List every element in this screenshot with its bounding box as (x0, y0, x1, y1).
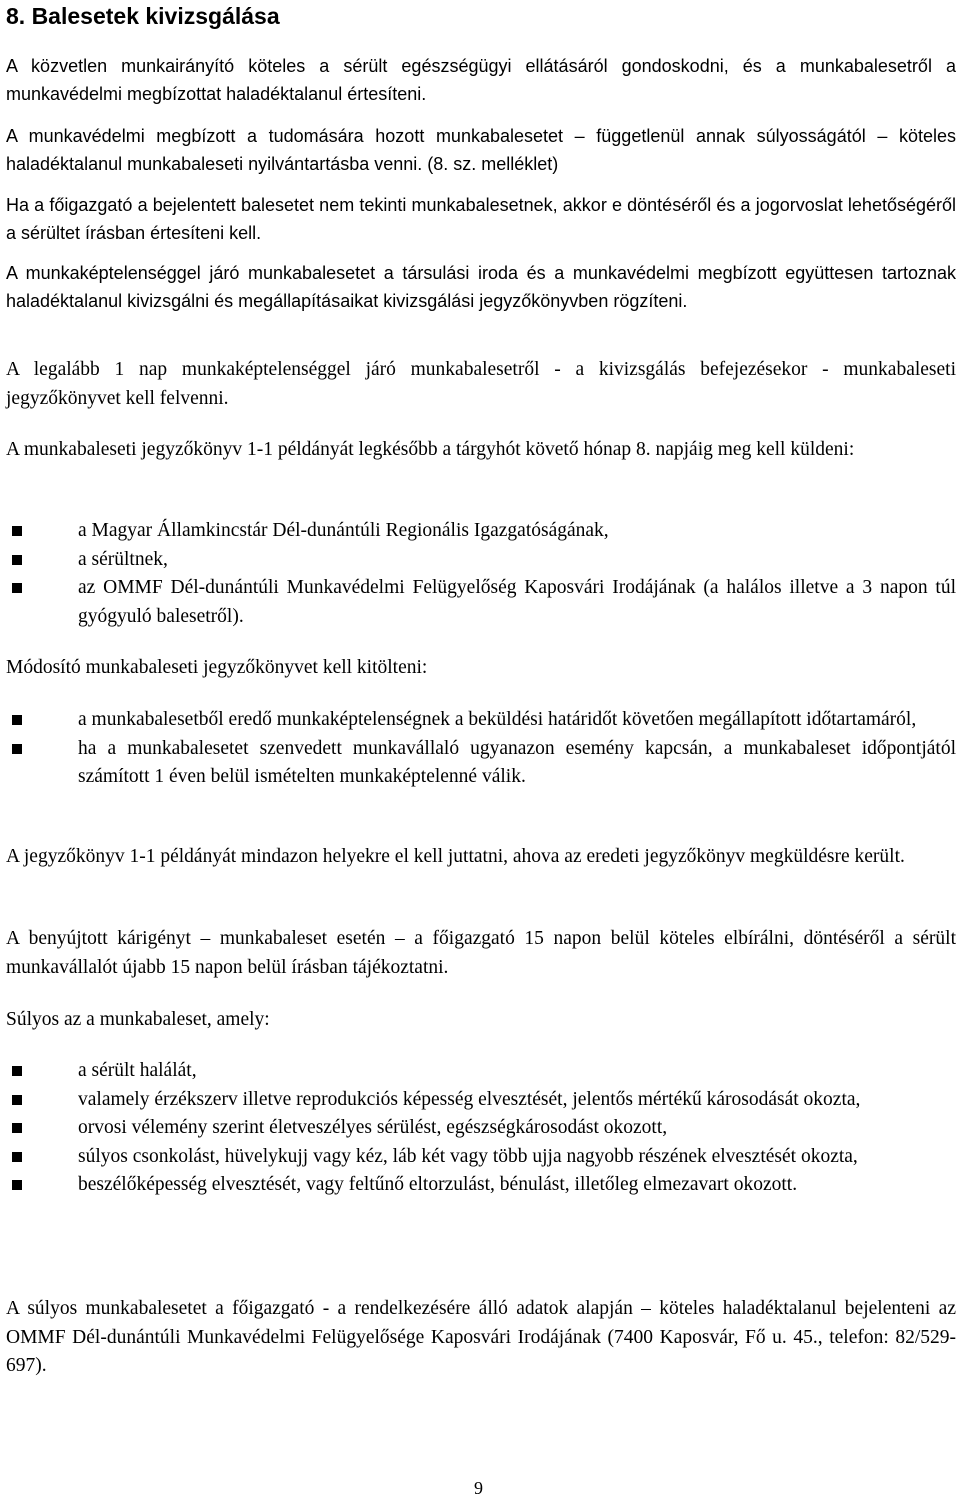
square-bullet-icon (12, 1123, 22, 1133)
paragraph-serious-definition: Súlyos az a munkabaleset, amely: (6, 1009, 270, 1030)
list-item: az OMMF Dél-dunántúli Munkavédelmi Felügyelőség Kaposvári Irodájának (a halálos illetve a 3 napon túl gyógyuló balesetről). (6, 574, 956, 631)
list-item: súlyos csonkolást, hüvelykujj vagy kéz, láb két vagy több ujja nagyobb részének elvesztését okozta, (6, 1143, 956, 1172)
list-item: a sérült halálát, (6, 1057, 956, 1086)
square-bullet-icon (12, 526, 22, 536)
square-bullet-icon (12, 1152, 22, 1162)
paragraph-director-decision: Ha a főigazgató a bejelentett balesetet nem tekinti munkabalesetnek, akkor e döntéséről és a jogorvoslat lehetőségéről a sérültet írásban értesíteni kell. (6, 195, 956, 243)
paragraph-claims: A benyújtott kárigényt – munkabaleset esetén – a főigazgató 15 napon belül köteles elbírálni, döntéséről a sérült munkavállalót újabb 15 napon belül írásban tájékoztatni. (6, 928, 956, 978)
paragraph-investigation: A munkaképtelenséggel járó munkabalesetet a társulási iroda és a munkavédelmi megbízott együttesen tartoznak haladéktalanul kivizsgálni és megállapításaikat kivizsgálási jegyzőkönyvben rögzíteni. (6, 263, 956, 311)
list-item: a sérültnek, (6, 546, 956, 575)
square-bullet-icon (12, 555, 22, 565)
paragraph-first-aid: A közvetlen munkairányító köteles a sérült egészségügyi ellátásáról gondoskodni, és a munkabalesetről a munkavédelmi megbízottat haladéktalanul értesíteni. (6, 56, 956, 104)
paragraph-reporting: A súlyos munkabalesetet a főigazgató - a rendelkezésére álló adatok alapján – köteles haladéktalanul bejelenteni az OMMF Dél-dunántúli Munkavédelmi Felügyelősége Kaposvári Irodájának (7400 Kaposvár, Fő u. 45., telefon: 82/529-697). (6, 1298, 956, 1376)
list-item: a munkabalesetből eredő munkaképtelenségnek a beküldési határidőt követően megállapított időtartamáról, (6, 706, 956, 735)
paragraph-protocol: A legalább 1 nap munkaképtelenséggel járó munkabalesetről - a kivizsgálás befejezésekor - munkabaleseti jegyzőkönyvet kell felvenni. (6, 359, 956, 409)
list-item: orvosi vélemény szerint életveszélyes sérülést, egészségkárosodást okozott, (6, 1114, 956, 1143)
square-bullet-icon (12, 744, 22, 754)
square-bullet-icon (12, 1066, 22, 1076)
list-item: valamely érzékszerv illetve reprodukciós képesség elvesztését, jelentős mértékű károsodását okozta, (6, 1086, 956, 1115)
recipients-list (6, 517, 956, 631)
square-bullet-icon (12, 715, 22, 725)
paragraph-send-copies: A munkabaleseti jegyzőkönyv 1-1 példányát legkésőbb a tárgyhót követő hónap 8. napjáig meg kell küldeni: (6, 439, 855, 460)
paragraph-distribution: A jegyzőkönyv 1-1 példányát mindazon helyekre el kell juttatni, ahova az eredeti jegyzőkönyv megküldésre került. (6, 846, 905, 867)
paragraph-registration: A munkavédelmi megbízott a tudomására hozott munkabalesetet – függetlenül annak súlyosságától – köteles haladéktalanul munkabaleseti nyilvántartásba venni. (8. sz. melléklet) (6, 126, 956, 174)
list-item: a Magyar Államkincstár Dél-dunántúli Regionális Igazgatóságának, (6, 517, 956, 546)
square-bullet-icon (12, 1095, 22, 1105)
list-item: beszélőképesség elvesztését, vagy feltűnő eltorzulást, bénulást, illetőleg elmezavart okozott. (6, 1171, 956, 1200)
page-number: 9 (474, 1478, 483, 1498)
square-bullet-icon (12, 583, 22, 593)
square-bullet-icon (12, 1180, 22, 1190)
list-item: ha a munkabalesetet szenvedett munkavállaló ugyanazon esemény kapcsán, a munkabaleset időpontjától számított 1 éven belül ismételten munkaképtelenné válik. (6, 735, 956, 792)
amended-cases-list (6, 706, 956, 792)
paragraph-amended-protocol: Módosító munkabaleseti jegyzőkönyvet kell kitölteni: (6, 657, 428, 678)
serious-cases-list (6, 1057, 956, 1200)
section-heading: 8. Balesetek kivizsgálása (6, 3, 280, 29)
